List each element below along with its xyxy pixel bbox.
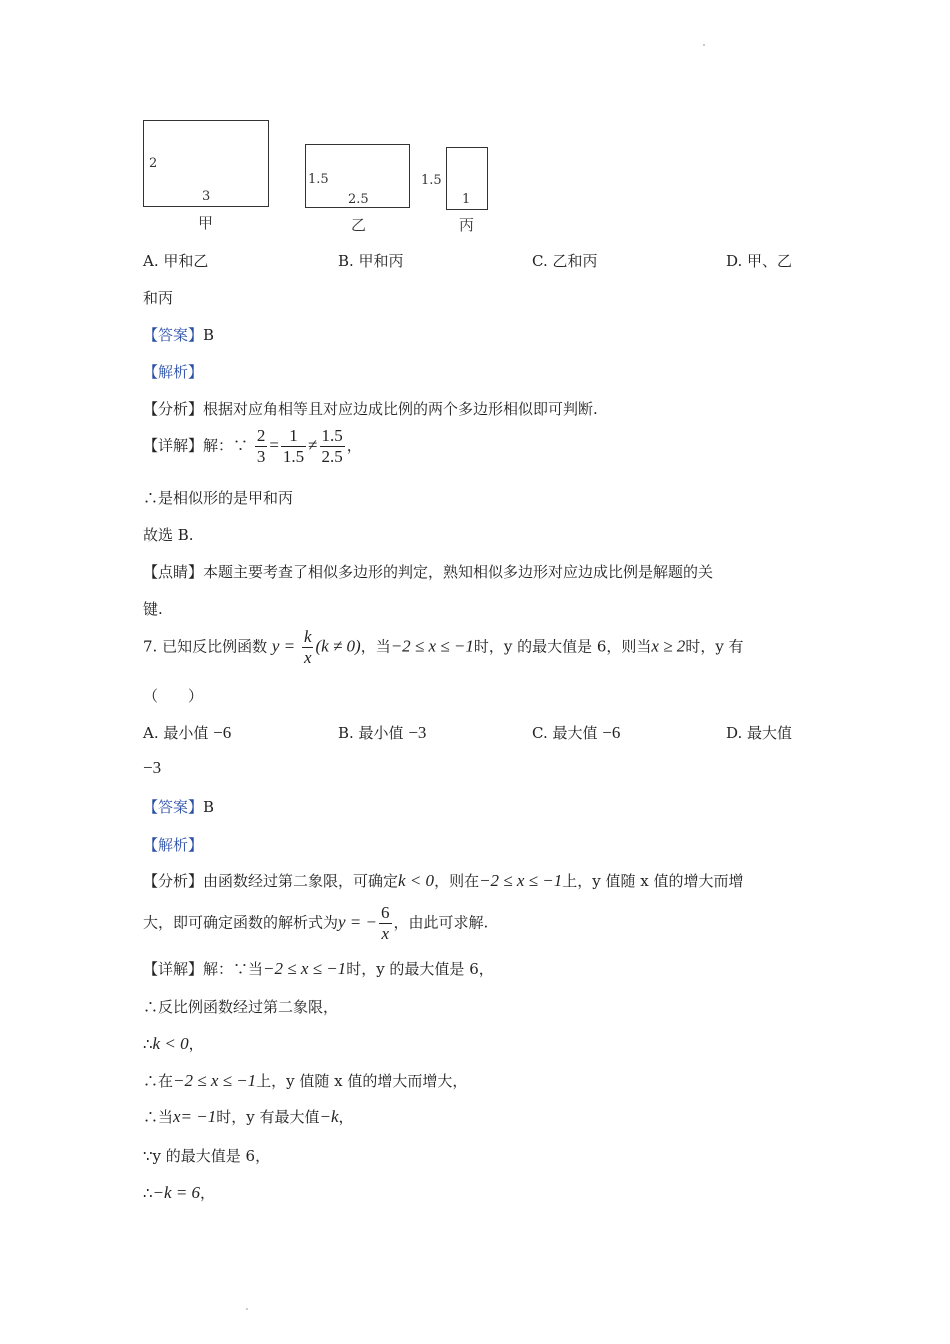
bing-caption: 丙 (459, 216, 475, 234)
frac-num: k (303, 627, 312, 646)
xj1-a: 解：∵当 (203, 960, 264, 978)
answer-value: B (203, 326, 215, 344)
answer-tag: 【答案】 (143, 326, 204, 344)
frac-den: 3 (256, 447, 266, 466)
comma: ， (346, 436, 362, 455)
q7-fenxi-line1 (143, 870, 743, 891)
xj3-b: ， (188, 1035, 204, 1053)
q6-choose-line: 故选 B. (143, 526, 194, 544)
decor-dot-top (703, 44, 705, 46)
q7-option-b (338, 722, 426, 743)
xiangjie-tag: 【详解】 (143, 960, 204, 978)
option-label: C. 最大值 (532, 724, 598, 742)
q7-xj-line1 (143, 958, 494, 979)
dianjing-text: 本题主要考查了相似多边形的判定，熟知相似多边形对应边成比例是解题的关 (203, 563, 714, 581)
fenxi2-a: 大，即可确定函数的解析式为 (143, 913, 339, 932)
q7-option-a (143, 722, 231, 743)
q7-answer-line (143, 796, 214, 817)
fenxi-tag: 【分析】 (143, 400, 204, 418)
q6-option-b: B. 甲和丙 (338, 252, 404, 270)
q7-option-d-wrap: −3 (143, 758, 162, 777)
not-equal-sign: ≠ (308, 435, 318, 455)
q6-option-c: C. 乙和丙 (532, 252, 598, 270)
fraction-6-x (379, 903, 392, 944)
q6-option-d-wrap: 和丙 (143, 289, 174, 307)
option-value: −6 (602, 723, 621, 742)
yi-side-label: 1.5 (308, 172, 329, 187)
frac-num: 6 (381, 903, 390, 922)
xj4-b: 上，y 值随 x 值的增大而增大， (256, 1072, 468, 1090)
frac-num: 1.5 (321, 426, 343, 445)
option-label: B. 最小值 (338, 724, 404, 742)
q7-condition: (k ≠ 0) (315, 636, 361, 656)
option-value: −6 (213, 723, 232, 742)
q7-y-eq: y = (271, 636, 296, 656)
q7-stem-end: 时，y 有 (685, 637, 744, 656)
fenxi-tag: 【分析】 (143, 872, 204, 890)
jia-caption: 甲 (198, 214, 214, 232)
q7-stem-line (143, 627, 744, 668)
xj4-a: ∴在 (143, 1072, 174, 1090)
decor-dot-bottom (246, 1308, 248, 1310)
q6-fenxi-line (143, 398, 598, 419)
fenxi-c: 上，y 值随 x 值的增大而增 (562, 872, 744, 890)
xiangjie-tag: 【详解】 (143, 436, 204, 455)
frac-den: x (381, 924, 390, 943)
q6-option-d: D. 甲、乙 (726, 252, 793, 270)
q7-xj-line5 (143, 1106, 354, 1127)
xj7-a: ∴ (143, 1184, 153, 1202)
fraction-1.5-2.5 (320, 426, 345, 467)
y-neg: y = − (338, 912, 378, 932)
xj5-b: 时，y 有最大值 (216, 1108, 320, 1126)
q7-paren: （ ） (143, 687, 204, 705)
xj7-b: ， (200, 1184, 216, 1202)
option-value: −3 (408, 723, 427, 742)
xj1-b: 时，y 的最大值是 6， (346, 960, 494, 978)
q7-xj-line3 (143, 1033, 204, 1054)
jia-side-label: 2 (149, 156, 158, 171)
q7-stem-mid2: 时，y 的最大值是 6，则当 (473, 637, 652, 656)
xiangjie-prefix: 解：∵ (203, 436, 249, 455)
q6-analysis-tag: 【解析】 (143, 363, 204, 381)
xj5-math: x= −1 (173, 1107, 217, 1126)
xj5-c: ， (338, 1108, 354, 1126)
q7-option-d: D. 最大值 (726, 724, 793, 742)
q6-option-a: A. 甲和乙 (143, 252, 209, 270)
q7-xj-line4 (143, 1070, 467, 1091)
q7-stem-mid: ，当 (360, 637, 391, 656)
q6-xiangjie-line (143, 426, 362, 467)
yi-caption: 乙 (351, 216, 367, 234)
xj4-math: −2 ≤ x ≤ −1 (173, 1071, 257, 1090)
q7-fenxi-line2 (143, 903, 488, 944)
fenxi-a: 由函数经过第二象限，可确定 (203, 872, 399, 890)
xj3-math: k < 0 (152, 1034, 189, 1053)
fenxi-range: −2 ≤ x ≤ −1 (479, 871, 563, 890)
q6-dianjing-line (143, 561, 713, 582)
frac-num: 1 (281, 426, 306, 447)
q7-stem-prefix: 7. 已知反比例函数 (143, 637, 268, 656)
fraction-1-1.5 (281, 426, 306, 467)
bing-bottom-label: 1 (462, 192, 471, 207)
q7-analysis-tag: 【解析】 (143, 836, 204, 854)
frac-num: 2 (256, 426, 266, 445)
fenxi-k-lt: k < 0 (398, 871, 435, 890)
q6-therefore-line: ∴是相似形的是甲和丙 (143, 489, 294, 507)
dianjing-tag: 【点睛】 (143, 563, 204, 581)
fenxi-text: 根据对应角相等且对应边成比例的两个多边形相似即可判断. (203, 400, 598, 418)
xj7-math: −k = 6 (152, 1183, 201, 1202)
answer-tag: 【答案】 (143, 798, 204, 816)
jia-bottom-label: 3 (202, 189, 211, 204)
q6-answer-line (143, 324, 214, 345)
xj3-a: ∴ (143, 1035, 153, 1053)
q7-range: −2 ≤ x ≤ −1 (390, 636, 474, 656)
fraction-k-x (302, 627, 314, 668)
q7-x-ge: x ≥ 2 (651, 636, 686, 656)
yi-bottom-label: 2.5 (348, 192, 369, 207)
q7-xj-line6: ∵y 的最大值是 6， (143, 1147, 271, 1165)
xj5-a: ∴当 (143, 1108, 174, 1126)
fenxi-b: ，则在 (434, 872, 480, 890)
fenxi2-b: ，由此可求解. (393, 913, 489, 932)
xj5-math2: −k (319, 1107, 339, 1126)
q7-option-c (532, 722, 620, 743)
answer-value: B (203, 798, 215, 816)
xj1-range: −2 ≤ x ≤ −1 (263, 959, 347, 978)
q7-xj-line2: ∴反比例函数经过第二象限， (143, 998, 339, 1016)
frac-den: 2.5 (321, 447, 343, 466)
option-label: A. 最小值 (143, 724, 209, 742)
frac-den: 1.5 (282, 447, 305, 466)
q6-dianjing-wrap: 键. (143, 600, 163, 618)
q7-xj-line7 (143, 1182, 215, 1203)
fraction-2-3 (255, 426, 268, 467)
bing-side-label: 1.5 (421, 173, 442, 188)
frac-den: x (303, 648, 312, 667)
equals-sign: = (269, 435, 279, 455)
